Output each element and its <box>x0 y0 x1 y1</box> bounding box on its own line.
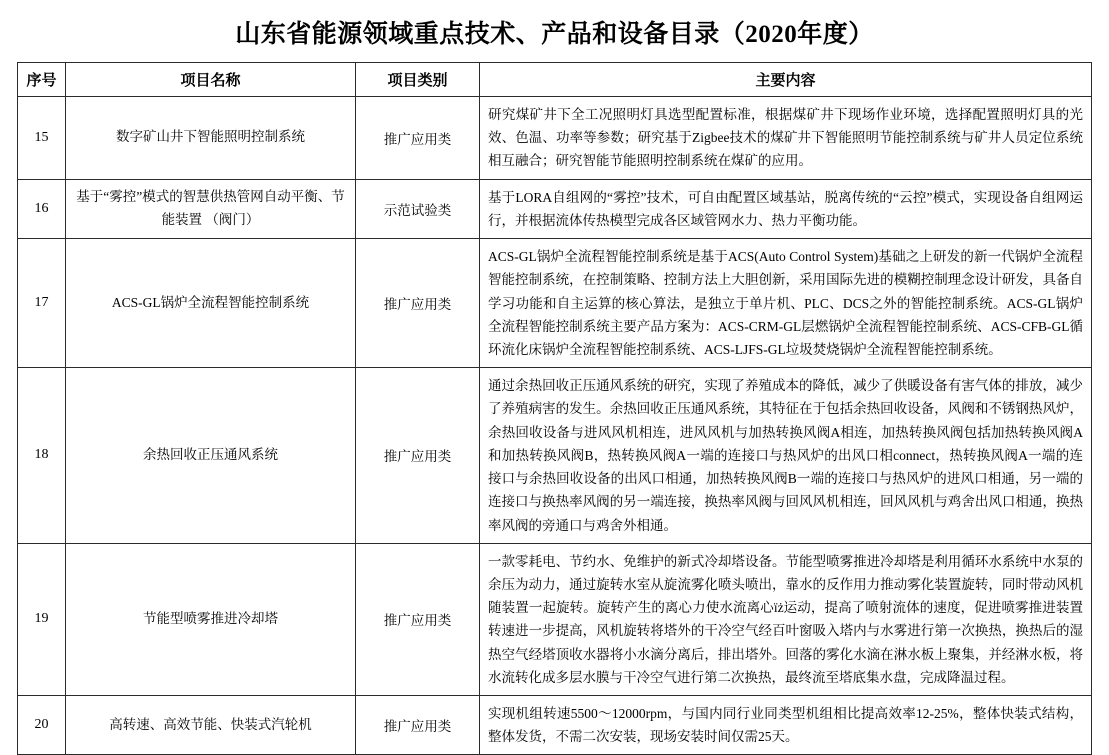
cell-seq: 16 <box>18 179 66 238</box>
cell-seq: 18 <box>18 368 66 544</box>
table-row <box>18 368 1092 544</box>
column-header-seq: 序号 <box>18 63 66 97</box>
cell-main-content: 研究煤矿井下全工况照明灯具选型配置标准，根据煤矿井下现场作业环境，选择配置照明灯具的光效、色温、功率等参数；研究基于Zigbee技术的煤矿井下智能照明节能控制系统与矿井人员定位系统相互融合；研究智能节能照明控制系统在煤矿的应用。 <box>480 97 1092 180</box>
cell-project-type: 推广应用类 <box>356 239 480 368</box>
table-row <box>18 696 1092 755</box>
table-row <box>18 239 1092 368</box>
table-row <box>18 97 1092 180</box>
cell-project-type: 推广应用类 <box>356 368 480 544</box>
cell-main-content: ACS-GL锅炉全流程智能控制系统是基于ACS(Auto Control System)基础之上研发的新一代锅炉全流程智能控制系统，在控制策略、控制方法上大胆创新，采用国际先进的模糊控制理念设计研发，具备自学习功能和自主运算的核心算法，是独立于单片机、PLC、DCS之外的智能控制系统。ACS-GL锅炉全流程智能控制系统主要产品方案为：ACS-CRM-GL层燃锅炉全流程智能控制系统、ACS-CFB-GL循环流化床锅炉全流程智能控制系统、ACS-LJFS-GL垃圾焚烧锅炉全流程智能控制系统。 <box>480 239 1092 368</box>
cell-seq: 19 <box>18 543 66 695</box>
cell-main-content: 实现机组转速5500～12000rpm，与国内同行业同类型机组相比提高效率12-25%，整体快装式结构，整体发货，不需二次安装，现场安装时间仅需25天。 <box>480 696 1092 755</box>
cell-project-name: 基于“雾控”模式的智慧供热管网自动平衡、节能装置 （阀门） <box>66 179 356 238</box>
table-body <box>18 97 1092 755</box>
cell-seq: 20 <box>18 696 66 755</box>
column-header-type: 项目类别 <box>356 63 480 97</box>
column-header-content: 主要内容 <box>480 63 1092 97</box>
catalog-table <box>17 62 1092 755</box>
cell-project-name: ACS-GL锅炉全流程智能控制系统 <box>66 239 356 368</box>
cell-project-type: 推广应用类 <box>356 696 480 755</box>
cell-project-type: 推广应用类 <box>356 543 480 695</box>
column-header-name: 项目名称 <box>66 63 356 97</box>
cell-project-name: 高转速、高效节能、快装式汽轮机 <box>66 696 356 755</box>
cell-seq: 15 <box>18 97 66 180</box>
cell-main-content: 通过余热回收正压通风系统的研究，实现了养殖成本的降低，减少了供暖设备有害气体的排放，减少了养殖病害的发生。余热回收正压通风系统，其特征在于包括余热回收设备，风阀和不锈钢热风炉，余热回收设备与进风风机相连，进风风机与加热转换风阀A相连，加热转换风阀包括加热转换风阀A和加热转换风阀B，热转换风阀A一端的连接口与热风炉的出风口相connect，热转换风阀A一端的连接口与余热回收设备的出风口相通，加热转换风阀B一端的连接口与热风炉的进风口相通，另一端的连接口与换热率风阀的另一端连接，换热率风阀与回风风机相连，回风风机与鸡舍出风口相通，换热率风阀的旁通口与鸡舍外相通。 <box>480 368 1092 544</box>
cell-main-content: 一款零耗电、节约水、免维护的新式冷却塔设备。节能型喷雾推进冷却塔是利用循环水系统中水泵的余压为动力，通过旋转水室从旋流雾化喷头喷出，靠水的反作用力推动雾化装置旋转，同时带动风机随装置一起旋转。旋转产生的离心力使水流离心ïż运动，提高了喷射流体的速度，促进喷雾推进装置转速进一步提高，风机旋转将塔外的干冷空气经百叶窗吸入塔内与水雾进行第一次换热，换热后的湿热空气经塔顶收水器将小水滴分离后，排出塔外。回落的雾化水滴在淋水板上聚集，并经淋水板，将水流转化成多层水膜与干冷空气进行第二次换热，最终流至塔底集水盘，完成降温过程。 <box>480 543 1092 695</box>
cell-project-name: 节能型喷雾推进冷却塔 <box>66 543 356 695</box>
cell-project-name: 数字矿山井下智能照明控制系统 <box>66 97 356 180</box>
table-header <box>18 63 1092 97</box>
table-row <box>18 543 1092 695</box>
table-header-row <box>18 63 1092 97</box>
table-row <box>18 179 1092 238</box>
cell-project-type: 推广应用类 <box>356 97 480 180</box>
cell-main-content: 基于LORA自组网的“雾控”技术，可自由配置区域基站，脱离传统的“云控”模式，实现设备自组网运行，并根据流体传热模型完成各区域管网水力、热力平衡功能。 <box>480 179 1092 238</box>
cell-project-type: 示范试验类 <box>356 179 480 238</box>
cell-seq: 17 <box>18 239 66 368</box>
cell-project-name: 余热回收正压通风系统 <box>66 368 356 544</box>
page-title: 山东省能源领域重点技术、产品和设备目录（2020年度） <box>235 21 874 48</box>
